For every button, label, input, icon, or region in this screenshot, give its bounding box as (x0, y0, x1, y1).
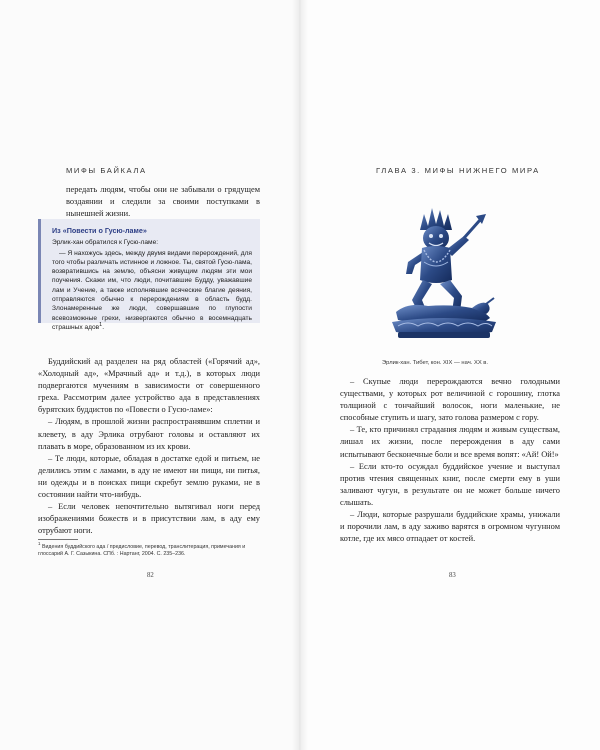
left-paragraph: – Людям, в прошлой жизни распространявшим сплетни и клевету, в аду Эрлика отрубают головы и оставляют их плавать в море, образованном из их крови. (38, 417, 260, 451)
footnote-text: Видения буддийского ада / предисловие, перевод, транслитерация, примечания и глоссарий А. Г. Сазыкина. СПб. : Нартанг, 2004. С. 235–236. (38, 544, 246, 558)
left-intro-text (66, 184, 260, 220)
running-head-left: МИФЫ БАЙКАЛА (66, 166, 147, 175)
left-paragraph: Буддийский ад разделен на ряд областей («Горячий ад», «Холодный ад», «Мрачный ад» и т.д.), в которых люди подвергаются мучениям в зависимости от совершенного греха. Рассмотрим далее устройство ада в представлениях бурятских буддистов по «Повести о Гусю-ламе»: (38, 357, 260, 415)
footnote (38, 541, 260, 559)
right-paragraph: – Если кто-то осуждал буддийское учение и выступал против чтения священных книг, после смерти ему в уши заливают чугун, в результате он не может больше ничего слышать. (340, 461, 560, 507)
sidebar-paragraph: — Я нахожусь здесь, между двумя видами перерождений, для того чтобы различать истинное и ложное. Ты, святой Гусю-лама, возвратившись на землю, объясни живущим людям эти мои поучения. Скажи им, что люди, почитавшие Будду, уважавшие лам и Учение, а также исполнявшие всяческие благие деяния, отправляются обычно к перерождениям в область будд. Злонамеренные же люди, совершавшие по глупости всевозможные грехи, низвергаются обычно в восемнадцать страшных адов$^1$. (52, 249, 252, 331)
right-paragraph: – Скупые люди перерождаются вечно голодными существами, у которых рот величиной с горошину, глотка толщиной с тончайший волосок, ноги маленькие, не способные ступить и шагу, зато голова размером с гору. (340, 377, 560, 423)
sidebar-quote-box (38, 219, 260, 331)
erlik-khan-statue-icon (368, 200, 518, 350)
sidebar-title: Из «Повести о Гусю-ламе» (52, 226, 147, 235)
right-paragraph: – Те, кто причинял страдания людям и живым существам, лишал их жизни, после перерождения в аду сами испытывают бесконечные боли и все время вопят: «Ай! Ой!» (340, 425, 560, 459)
page-number-left: 82 (147, 572, 154, 579)
footnote-mark: 1 (38, 541, 41, 547)
left-main-text (38, 356, 260, 537)
right-page (300, 0, 600, 750)
left-paragraph: – Те люди, которые, обладая в достатке едой и питьем, не делились этим с ламами, в аду не имеют ни пищи, ни питья, ни одежды и в поисках пищи скребут землю руками, не в состоянии найти что-нибудь. (38, 453, 260, 500)
left-paragraph: – Если человек непочтительно вытягивал ноги перед изображениями божеств и в присутствии лам, в аду ему отрубают ноги. (38, 502, 260, 536)
sidebar-note-ref: 1 (99, 321, 103, 328)
sidebar-intro: Эрлик-хан обратился к Гусю-ламе: (52, 239, 159, 247)
running-head-right: ГЛАВА 3. МИФЫ НИЖНЕГО МИРА (376, 166, 540, 175)
footnote-rule (38, 539, 78, 540)
intro-paragraph: передать людям, чтобы они не забывали о грядущем воздаянии и следили за своими поступками в нынешней жизни. (66, 185, 260, 219)
figure-caption: Эрлик-хан. Тибет, кон. XIX — нач. XX в. (382, 360, 488, 366)
right-paragraph: – Люди, которые разрушали буддийские храмы, унижали и порочили лам, в аду заживо варятся в огромном чугунном котле, где их мясо отпадает от костей. (340, 510, 560, 544)
book-gutter-shadow (292, 0, 308, 750)
page-number-right: 83 (449, 572, 456, 579)
right-main-text (340, 376, 560, 545)
